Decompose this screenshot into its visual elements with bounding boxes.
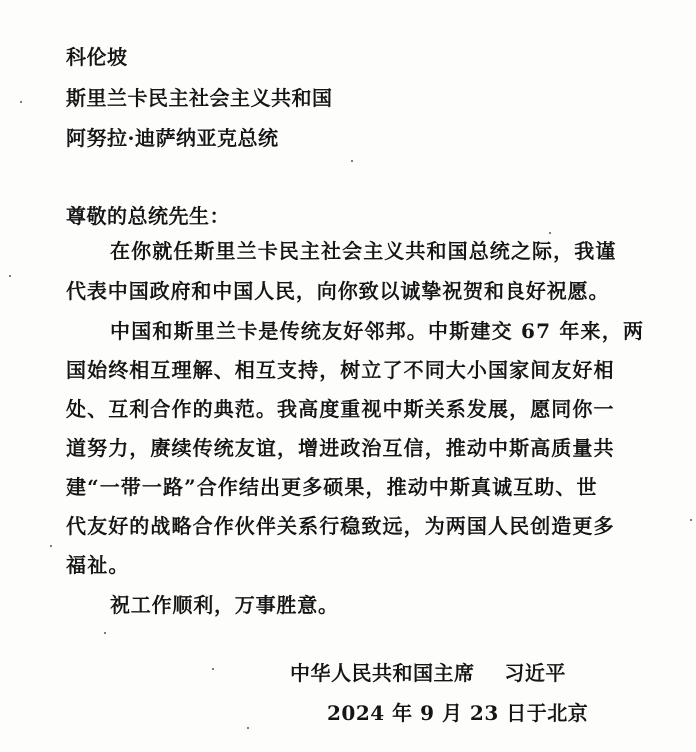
paragraph-3-line-1: 祝工作顺利，万事胜意。: [110, 593, 339, 617]
signature: 中华人民共和国主席 习近平: [290, 661, 566, 685]
paragraph-2-line-1: 中国和斯里兰卡是传统友好邻邦。中斯建交 67 年来，两: [110, 319, 645, 343]
paragraph-1-line-1: 在你就任斯里兰卡民主社会主义共和国总统之际，我谨: [110, 239, 617, 263]
scan-speck: [549, 232, 551, 234]
date-line: 2024 年 9 月 23 日于北京: [327, 701, 589, 725]
scan-speck: [9, 275, 11, 277]
scan-speck: [104, 632, 106, 634]
scan-speck: [351, 160, 353, 162]
scan-speck: [690, 519, 692, 521]
scan-speck: [212, 668, 214, 670]
scan-speck: [50, 545, 52, 547]
paragraph-2-line-7: 福祉。: [66, 553, 130, 577]
paragraph-2-line-5: 建“一带一路”合作结出更多硕果，推动中斯真诚互助、世: [66, 475, 598, 499]
paragraph-2-line-6: 代友好的战略合作伙伴关系行稳致远，为两国人民创造更多: [66, 514, 615, 538]
paragraph-2-line-3: 处、互利合作的典范。我高度重视中斯关系发展，愿同你一: [66, 397, 615, 421]
salutation: 尊敬的总统先生：: [66, 204, 230, 228]
recipient-name: 阿努拉·迪萨纳亚克总统: [66, 126, 279, 150]
paragraph-2-line-2: 国始终相互理解、相互支持，树立了不同大小国家间友好相: [66, 358, 615, 382]
paragraph-1-line-2: 代表中国政府和中国人民，向你致以诚挚祝贺和良好祝愿。: [66, 279, 610, 303]
scan-speck: [20, 101, 22, 103]
recipient-country: 斯里兰卡民主社会主义共和国: [66, 86, 333, 110]
paragraph-2-line-4: 道努力，赓续传统友谊，增进政治互信，推动中斯高质量共: [66, 436, 615, 460]
recipient-city: 科伦坡: [66, 45, 128, 69]
scan-speck: [247, 727, 249, 729]
